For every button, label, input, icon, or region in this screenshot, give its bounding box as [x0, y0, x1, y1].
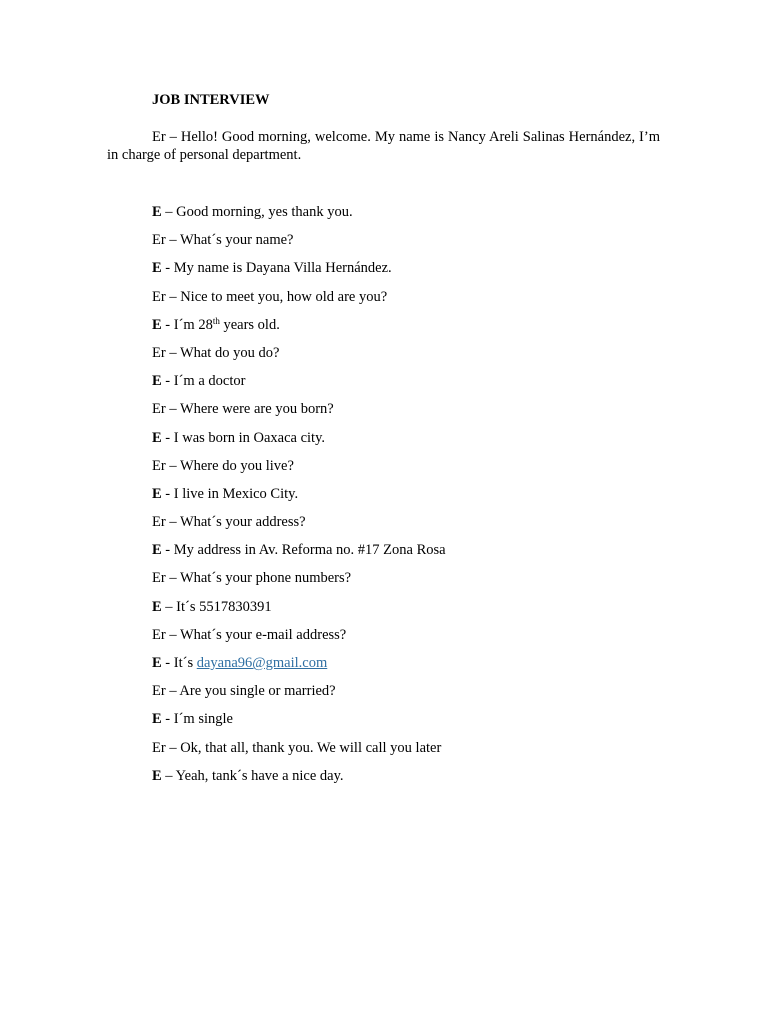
speaker-label: Er	[152, 288, 166, 305]
dialogue-line	[152, 682, 672, 710]
separator: –	[165, 683, 180, 700]
line-text: Ok, that all, thank you. We will call you later	[180, 739, 442, 756]
speaker-label: Er	[152, 457, 166, 474]
separator: –	[165, 457, 180, 474]
ordinal-superscript: th	[212, 315, 220, 326]
speaker-label: E	[152, 655, 162, 671]
separator: –	[161, 767, 176, 784]
speaker-label: E	[152, 767, 162, 784]
dialogue-line	[152, 598, 672, 626]
separator: –	[165, 739, 181, 756]
speaker-label: Er	[152, 344, 166, 361]
line-text-continued: years old.	[219, 316, 280, 333]
separator: -	[161, 485, 174, 502]
speaker-label: Er	[152, 570, 166, 587]
dialogue-line	[152, 259, 672, 287]
dialogue-line	[152, 513, 672, 541]
dialogue-line	[152, 203, 672, 231]
dialogue-line	[152, 429, 672, 457]
separator: –	[165, 514, 180, 531]
line-text: Where do you live?	[179, 457, 294, 474]
dialogue-line	[152, 767, 672, 795]
dialogue-line	[152, 400, 672, 428]
separator: -	[161, 711, 174, 728]
dialogue-line	[152, 457, 672, 485]
dialogue-line	[152, 231, 672, 259]
email-link[interactable]: dayana96@gmail.com	[196, 655, 328, 671]
speaker-label: Er	[152, 232, 166, 249]
separator: –	[165, 344, 180, 361]
line-text: What´s your phone numbers?	[179, 570, 352, 587]
line-text: I´m single	[173, 711, 233, 728]
line-text: What´s your e-mail address?	[179, 626, 347, 643]
dialogue-line	[152, 541, 672, 569]
document-title: JOB INTERVIEW	[152, 92, 270, 108]
speaker-label: E	[152, 373, 162, 390]
dialogue-line	[152, 626, 672, 654]
dialogue-line	[152, 316, 672, 344]
line-text: Where were are you born?	[179, 401, 334, 418]
dialogue-line	[152, 372, 672, 400]
separator: –	[165, 232, 180, 249]
speaker-label: Er	[152, 683, 166, 700]
line-text: Nice to meet you, how old are you?	[180, 288, 388, 305]
separator: –	[165, 570, 180, 587]
intro-paragraph: Er – Hello! Good morning, welcome. My name is Nancy Areli Salinas Hernández, I’m in charge of personal department.	[107, 129, 660, 163]
speaker-label: E	[152, 260, 162, 277]
dialogue-line	[152, 485, 672, 513]
line-text: My address in Av. Reforma no. #17 Zona Rosa	[173, 542, 446, 559]
line-text: What do you do?	[179, 344, 280, 361]
dialogue-line	[152, 710, 672, 738]
line-text: It´s 5517830391	[176, 598, 272, 615]
speaker-label: Er	[152, 626, 166, 643]
speaker-label: Er	[152, 401, 166, 418]
separator: -	[161, 429, 174, 446]
line-text: I´m 28	[173, 316, 213, 333]
line-text: It´s	[173, 655, 197, 671]
separator: –	[161, 598, 177, 615]
speaker-label: E	[152, 711, 162, 728]
separator: –	[165, 626, 180, 643]
speaker-label: E	[152, 485, 162, 502]
speaker-label: E	[152, 316, 162, 333]
separator: -	[161, 316, 174, 333]
line-text: What´s your address?	[179, 514, 306, 531]
speaker-label: E	[152, 542, 162, 559]
separator: -	[161, 373, 174, 390]
speaker-label: E	[152, 429, 162, 446]
dialogue-line	[152, 654, 672, 682]
separator: -	[161, 260, 174, 277]
dialogue-line	[152, 739, 672, 767]
dialogue-list	[152, 203, 672, 795]
separator: –	[161, 204, 177, 220]
speaker-label: E	[152, 204, 162, 220]
speaker-label: Er	[152, 514, 166, 531]
separator: -	[161, 655, 174, 671]
speaker-label: Er	[152, 739, 166, 756]
dialogue-line	[152, 344, 672, 372]
line-text: My name is Dayana Villa Hernández.	[173, 260, 392, 277]
line-text: Are you single or married?	[179, 683, 336, 700]
separator: –	[165, 401, 180, 418]
dialogue-line	[152, 288, 672, 316]
line-text: I live in Mexico City.	[173, 485, 299, 502]
speaker-label: E	[152, 598, 162, 615]
line-text: I´m a doctor	[173, 373, 246, 390]
line-text: What´s your name?	[179, 232, 294, 249]
line-text: I was born in Oaxaca city.	[173, 429, 326, 446]
line-text: Yeah, tank´s have a nice day.	[175, 767, 344, 784]
line-text: Good morning, yes thank you.	[176, 204, 353, 220]
separator: -	[161, 542, 174, 559]
separator: –	[165, 288, 181, 305]
dialogue-line	[152, 569, 672, 597]
